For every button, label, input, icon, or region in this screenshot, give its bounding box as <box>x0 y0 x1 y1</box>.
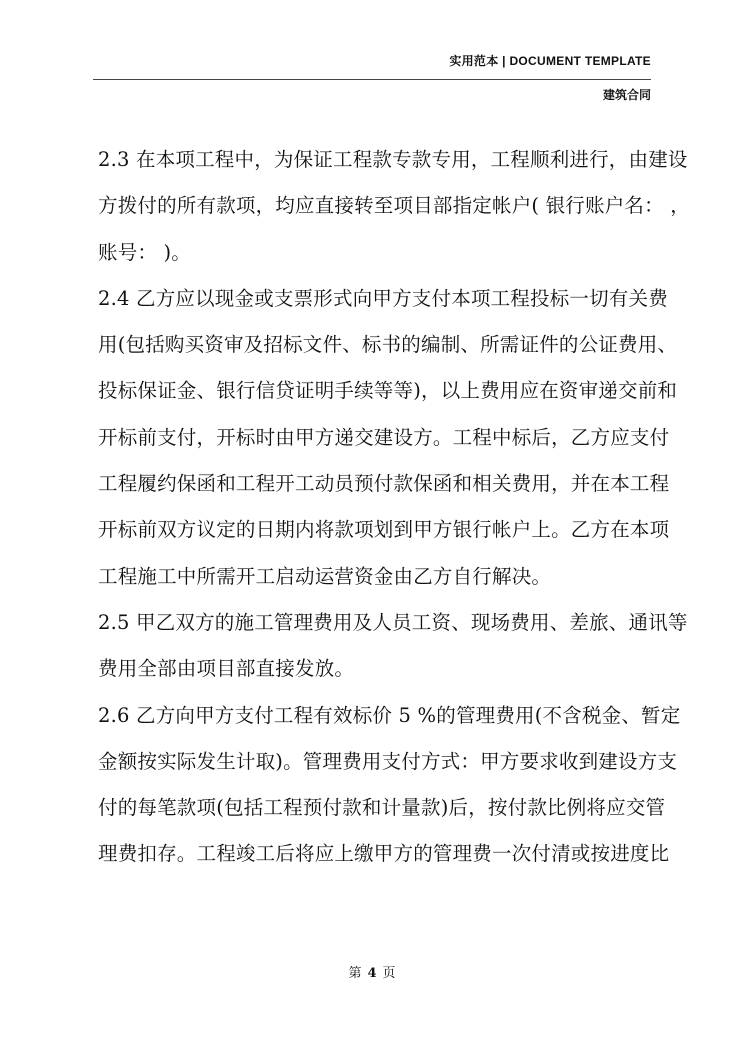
text-line: 开标前双方议定的日期内将款项划到甲方银行帐户上。乙方在本项 <box>98 518 670 542</box>
text-line: 付的每笔款项(包括工程预付款和计量款)后，按付款比例将应交管 <box>98 796 666 820</box>
header-divider <box>93 79 651 80</box>
text-line: 金额按实际发生计取)。管理费用支付方式：甲方要求收到建设方支 <box>98 749 678 773</box>
text-line: 费用全部由项目部直接发放。 <box>98 657 355 681</box>
text-line: 方拨付的所有款项，均应直接转至项目部指定帐户( 银行账户名： ， <box>98 194 690 218</box>
text-line: 2.3 在本项工程中，为保证工程款专款专用，工程顺利进行，由建设 <box>98 148 688 171</box>
clause-2-4 <box>98 276 678 600</box>
text-line: 投标保证金、银行信贷证明手续等等)，以上费用应在资审递交前和 <box>98 379 678 403</box>
text-line: 2.5 甲乙双方的施工管理费用及人员工资、现场费用、差旅、通讯等 <box>98 610 688 634</box>
text-line: 2.4 乙方应以现金或支票形式向甲方支付本项工程投标一切有关费 <box>98 286 668 310</box>
page-number: 4 <box>367 966 377 981</box>
header-subtitle: 建筑合同 <box>602 88 651 102</box>
clause-2-6 <box>98 693 681 878</box>
header-title: 实用范本 | DOCUMENT TEMPLATE <box>449 54 651 68</box>
body-content <box>98 137 690 878</box>
text-line: 工程施工中所需开工启动运营资金由乙方自行解决。 <box>98 564 552 588</box>
clause-2-3 <box>98 137 690 276</box>
page-header <box>449 52 651 70</box>
text-line: 用(包括购买资审及招标文件、标书的编制、所需证件的公证费用、 <box>98 333 678 357</box>
text-line: 工程履约保函和工程开工动员预付款保函和相关费用，并在本工程 <box>98 472 670 496</box>
page-footer <box>0 962 744 981</box>
footer-prefix: 第 <box>348 966 362 981</box>
clause-2-5 <box>98 600 688 693</box>
text-line: 理费扣存。工程竣工后将应上缴甲方的管理费一次付清或按进度比 <box>98 842 670 866</box>
text-line: 账号： )。 <box>98 240 192 264</box>
footer-suffix: 页 <box>382 966 396 981</box>
text-line: 2.6 乙方向甲方支付工程有效标价 5 %的管理费用(不含税金、暂定 <box>98 703 681 727</box>
text-line: 开标前支付，开标时由甲方递交建设方。工程中标后，乙方应支付 <box>98 425 670 449</box>
